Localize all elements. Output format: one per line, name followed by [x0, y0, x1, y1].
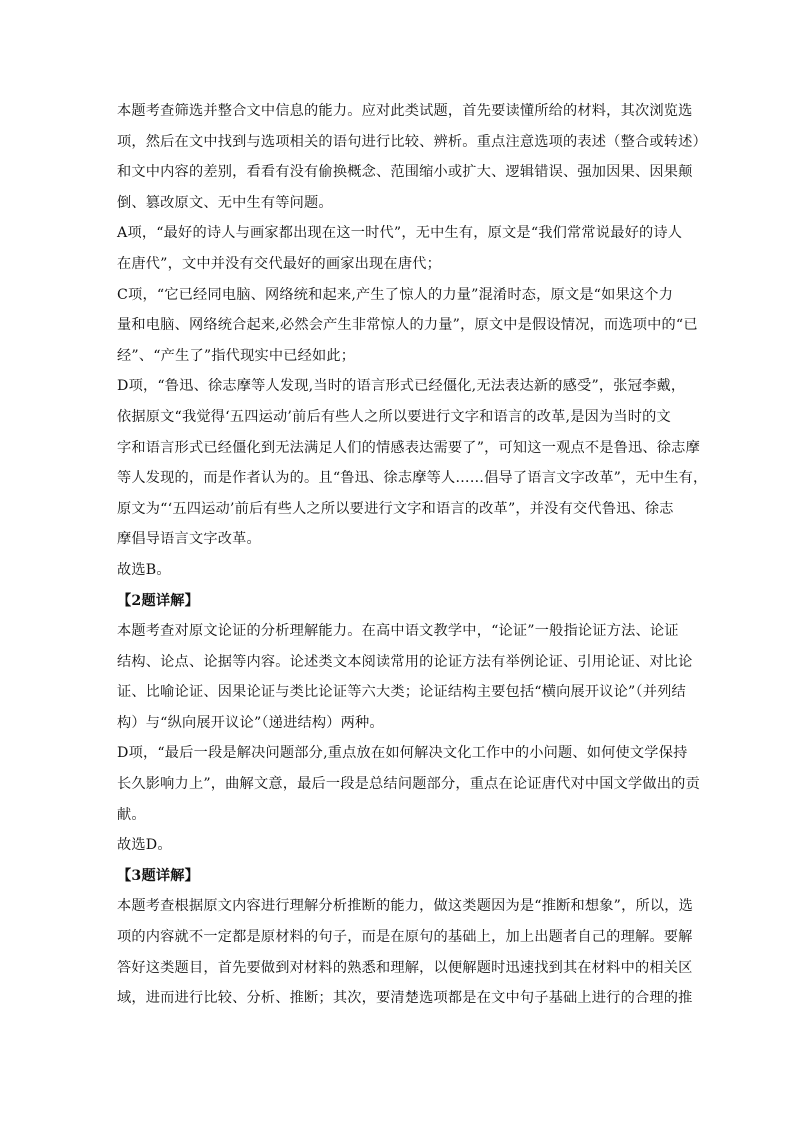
- text-line: 证、比喻论证、因果论证与类比论证等六大类；论证结构主要包括“横向展开议论”（并列结: [117, 684, 686, 701]
- text-line: 长久影响力上”，曲解文意，最后一段是总结问题部分，重点在论证唐代对中国文学做出的贡: [117, 776, 700, 793]
- text-line: 献。: [117, 806, 146, 823]
- answer-explanation-text: [117, 96, 708, 1014]
- text-line: 故选B。: [117, 561, 171, 578]
- text-line: 经”、“产生了”指代现实中已经如此；: [117, 347, 356, 364]
- text-line: 域，进而进行比较、分析、推断；其次，要清楚选项都是在文中句子基础上进行的合理的推: [117, 990, 693, 1007]
- text-line: D项，“最后一段是解决问题部分,重点放在如何解决文化工作中的小问题、如何使文学保持: [117, 745, 688, 762]
- text-line: 项，然后在文中找到与选项相关的语句进行比较、辨析。重点注意选项的表述（整合或转述）: [117, 133, 707, 150]
- text-line: 等人发现的，而是作者认为的。且“鲁迅、徐志摩等人……倡导了语言文字改革”，无中生有，: [117, 470, 708, 487]
- text-line: 和文中内容的差别，看看有没有偷换概念、范围缩小或扩大、逻辑错误、强加因果、因果颠: [117, 164, 693, 181]
- text-line: 依据原文“我觉得‘五四运动’前后有些人之所以要进行文字和语言的改革,是因为当时的文: [117, 408, 671, 425]
- text-line: 倒、篡改原文、无中生有等问题。: [117, 194, 333, 211]
- text-line: 结构、论点、论据等内容。论述类文本阅读常用的论证方法有举例论证、引用论证、对比论: [117, 653, 693, 670]
- text-line: 项的内容就不一定都是原材料的句子，而是在原句的基础上，加上出题者自己的理解。要解: [117, 929, 693, 946]
- text-line: 在唐代”，文中并没有交代最好的画家出现在唐代；: [117, 255, 441, 272]
- text-line: 本题考查对原文论证的分析理解能力。在高中语文教学中，“论证”一般指论证方法、论证: [117, 623, 679, 640]
- text-line: 量和电脑、网络统合起来,必然会产生非常惊人的力量”，原文中是假设情况，而选项中的“已: [117, 317, 698, 334]
- section-heading: 【2题详解】: [117, 592, 200, 609]
- text-line: D项，“鲁迅、徐志摩等人发现,当时的语言形式已经僵化,无法表达新的感受”，张冠李戴，: [117, 378, 686, 395]
- text-line: 构）与“纵向展开议论”（递进结构）两种。: [117, 714, 384, 731]
- text-line: 摩倡导语言文字改革。: [117, 531, 261, 548]
- section-heading: 【3题详解】: [117, 867, 200, 884]
- text-line: 本题考查筛选并整合文中信息的能力。应对此类试题，首先要读懂所给的材料，其次浏览选: [117, 103, 693, 119]
- text-line: 本题考查根据原文内容进行理解分析推断的能力，做这类题因为是“推断和想象”，所以，选: [117, 898, 694, 915]
- text-line: 原文为“‘五四运动’前后有些人之所以要进行文字和语言的改革”，并没有交代鲁迅、徐志: [117, 500, 674, 517]
- text-line: 字和语言形式已经僵化到无法满足人们的情感表达需要了”，可知这一观点不是鲁迅、徐志摩: [117, 439, 700, 456]
- text-line: C项，“它已经同电脑、网络统和起来,产生了惊人的力量”混淆时态，原文是“如果这个力: [117, 286, 674, 303]
- text-line: A项，“最好的诗人与画家都出现在这一时代”，无中生有，原文是“我们常常说最好的诗人: [117, 225, 683, 242]
- text-line: 答好这类题目，首先要做到对材料的熟悉和理解，以便解题时迅速找到其在材料中的相关区: [117, 959, 693, 976]
- text-line: 故选D。: [117, 837, 172, 854]
